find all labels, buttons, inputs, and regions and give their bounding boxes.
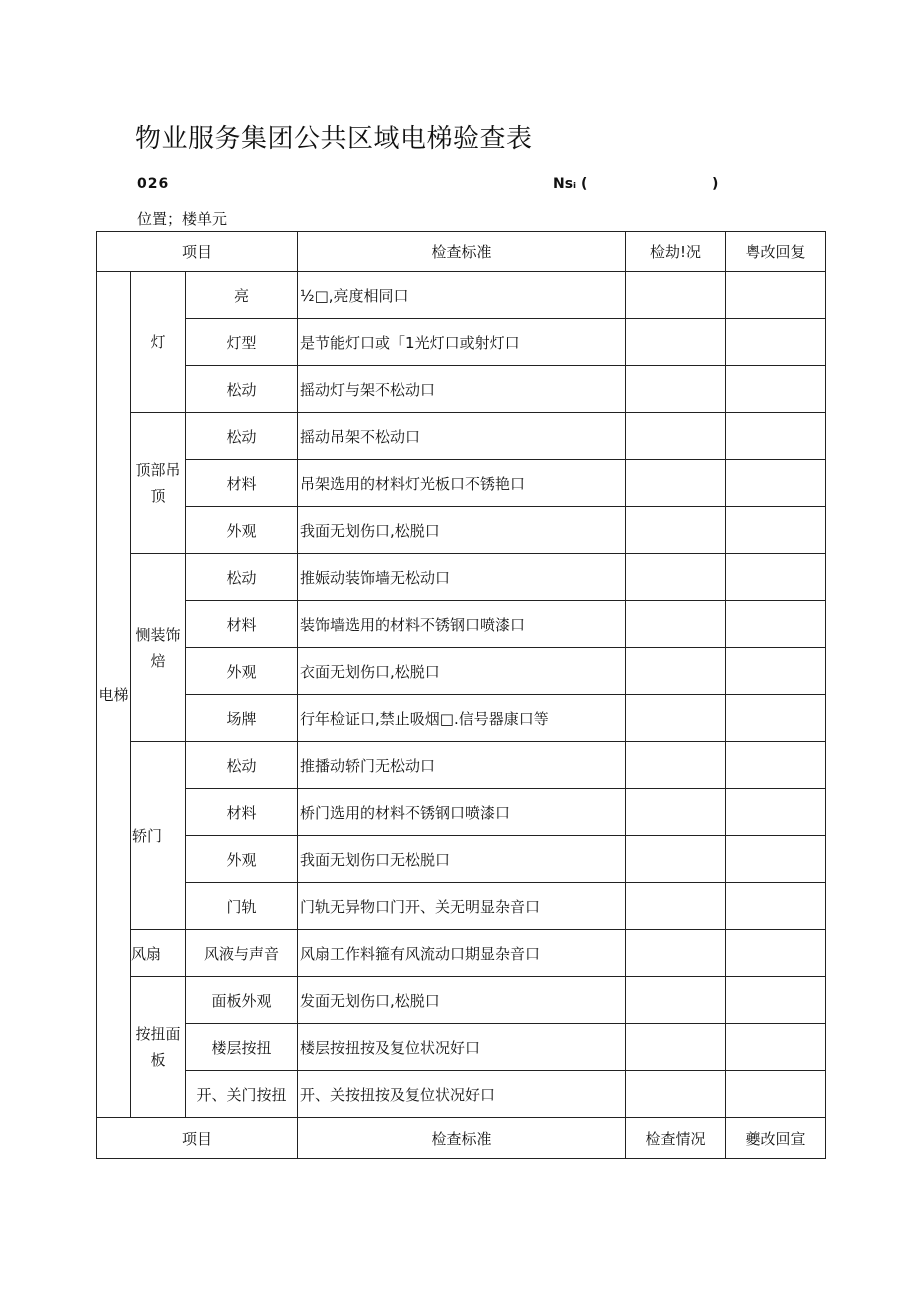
table-row bbox=[97, 648, 826, 695]
footer-standard: 检查标准 bbox=[298, 1118, 626, 1159]
item-cell: 风液与声音 bbox=[186, 930, 298, 977]
table-row bbox=[97, 601, 826, 648]
table-row bbox=[97, 507, 826, 554]
standard-cell: 开、关按扭按及复位状况好口 bbox=[298, 1071, 626, 1118]
footer-status: 检查情况 bbox=[626, 1118, 726, 1159]
item-cell: 外观 bbox=[186, 648, 298, 695]
feedback-input-cell[interactable] bbox=[726, 272, 826, 319]
table-row bbox=[97, 695, 826, 742]
header-item: 项目 bbox=[97, 232, 298, 272]
standard-cell: 摇动灯与架不松动口 bbox=[298, 366, 626, 413]
status-input-cell[interactable] bbox=[626, 1024, 726, 1071]
form-code: 026 bbox=[137, 176, 170, 192]
footer-row bbox=[97, 1118, 826, 1159]
feedback-input-cell[interactable] bbox=[726, 648, 826, 695]
status-input-cell[interactable] bbox=[626, 507, 726, 554]
table-row bbox=[97, 366, 826, 413]
table-row bbox=[97, 789, 826, 836]
table-row bbox=[97, 742, 826, 789]
item-cell: 楼层按扭 bbox=[186, 1024, 298, 1071]
table-row bbox=[97, 883, 826, 930]
status-input-cell[interactable] bbox=[626, 272, 726, 319]
feedback-input-cell[interactable] bbox=[726, 930, 826, 977]
status-input-cell[interactable] bbox=[626, 836, 726, 883]
standard-cell: 楼层按扭按及复位状况好口 bbox=[298, 1024, 626, 1071]
table-row bbox=[97, 1024, 826, 1071]
table-row bbox=[97, 319, 826, 366]
standard-cell: 装饰墙选用的材料不锈钢口喷漆口 bbox=[298, 601, 626, 648]
item-cell: 门轨 bbox=[186, 883, 298, 930]
item-cell: 外观 bbox=[186, 507, 298, 554]
standard-cell: ½□,亮度相同口 bbox=[298, 272, 626, 319]
standard-cell: 我面无划伤口无松脱口 bbox=[298, 836, 626, 883]
item-cell: 开、关门按扭 bbox=[186, 1071, 298, 1118]
group-cell: 按扭面板 bbox=[131, 977, 186, 1118]
form-number-close: ) bbox=[712, 176, 719, 192]
standard-cell: 我面无划伤口,松脱口 bbox=[298, 507, 626, 554]
item-cell: 灯型 bbox=[186, 319, 298, 366]
table-row bbox=[97, 460, 826, 507]
standard-cell: 桥门选用的材料不锈钢口喷漆口 bbox=[298, 789, 626, 836]
form-number-label: Nsᵢ ( bbox=[553, 176, 588, 192]
standard-cell: 门轨无异物口门开、关无明显杂音口 bbox=[298, 883, 626, 930]
header-feedback: 粤改回复 bbox=[726, 232, 826, 272]
header-status: 检劫!况 bbox=[626, 232, 726, 272]
feedback-input-cell[interactable] bbox=[726, 1071, 826, 1118]
footer-feedback: 夔改回宣 bbox=[726, 1118, 826, 1159]
status-input-cell[interactable] bbox=[626, 319, 726, 366]
feedback-input-cell[interactable] bbox=[726, 366, 826, 413]
standard-cell: 推娠动装饰墙无松动口 bbox=[298, 554, 626, 601]
feedback-input-cell[interactable] bbox=[726, 413, 826, 460]
table-row bbox=[97, 836, 826, 883]
status-input-cell[interactable] bbox=[626, 883, 726, 930]
inspection-table bbox=[96, 231, 826, 1159]
item-cell: 材料 bbox=[186, 460, 298, 507]
table-row bbox=[97, 930, 826, 977]
status-input-cell[interactable] bbox=[626, 648, 726, 695]
status-input-cell[interactable] bbox=[626, 695, 726, 742]
feedback-input-cell[interactable] bbox=[726, 695, 826, 742]
group-cell: 风扇 bbox=[131, 930, 186, 977]
item-cell: 松动 bbox=[186, 742, 298, 789]
feedback-input-cell[interactable] bbox=[726, 507, 826, 554]
item-cell: 材料 bbox=[186, 601, 298, 648]
group-cell: 顶部吊顶 bbox=[131, 413, 186, 554]
standard-cell: 吊架选用的材料灯光板口不锈艳口 bbox=[298, 460, 626, 507]
location-label: 位置；楼单元 bbox=[137, 210, 228, 228]
feedback-input-cell[interactable] bbox=[726, 977, 826, 1024]
status-input-cell[interactable] bbox=[626, 1071, 726, 1118]
status-input-cell[interactable] bbox=[626, 460, 726, 507]
group-cell: 轿门 bbox=[131, 742, 186, 930]
item-cell: 外观 bbox=[186, 836, 298, 883]
item-cell: 材料 bbox=[186, 789, 298, 836]
standard-cell: 推播动轿门无松动口 bbox=[298, 742, 626, 789]
standard-cell: 衣面无划伤口,松脱口 bbox=[298, 648, 626, 695]
table-row bbox=[97, 554, 826, 601]
status-input-cell[interactable] bbox=[626, 742, 726, 789]
standard-cell: 风扇工作料箍有风流动口期显杂音口 bbox=[298, 930, 626, 977]
feedback-input-cell[interactable] bbox=[726, 836, 826, 883]
feedback-input-cell[interactable] bbox=[726, 789, 826, 836]
standard-cell: 摇动吊架不松动口 bbox=[298, 413, 626, 460]
page-title: 物业服务集团公共区域电梯验查表 bbox=[135, 124, 533, 154]
status-input-cell[interactable] bbox=[626, 554, 726, 601]
feedback-input-cell[interactable] bbox=[726, 1024, 826, 1071]
table-row bbox=[97, 1071, 826, 1118]
feedback-input-cell[interactable] bbox=[726, 742, 826, 789]
footer-item: 项目 bbox=[97, 1118, 298, 1159]
status-input-cell[interactable] bbox=[626, 601, 726, 648]
feedback-input-cell[interactable] bbox=[726, 319, 826, 366]
header-standard: 检查标准 bbox=[298, 232, 626, 272]
header-row bbox=[97, 232, 826, 272]
group-cell: 恻装饰焙 bbox=[131, 554, 186, 742]
status-input-cell[interactable] bbox=[626, 413, 726, 460]
standard-cell: 行年检证口,禁止吸烟□.信号器康口等 bbox=[298, 695, 626, 742]
standard-cell: 发面无划伤口,松脱口 bbox=[298, 977, 626, 1024]
group-cell: 灯 bbox=[131, 272, 186, 413]
feedback-input-cell[interactable] bbox=[726, 460, 826, 507]
item-cell: 松动 bbox=[186, 554, 298, 601]
standard-cell: 是节能灯口或「1光灯口或射灯口 bbox=[298, 319, 626, 366]
status-input-cell[interactable] bbox=[626, 977, 726, 1024]
feedback-input-cell[interactable] bbox=[726, 601, 826, 648]
item-cell: 松动 bbox=[186, 413, 298, 460]
status-input-cell[interactable] bbox=[626, 366, 726, 413]
status-input-cell[interactable] bbox=[626, 930, 726, 977]
table-row bbox=[97, 272, 826, 319]
table-row bbox=[97, 977, 826, 1024]
category-cell: 电梯 bbox=[97, 272, 131, 1118]
item-cell: 松动 bbox=[186, 366, 298, 413]
status-input-cell[interactable] bbox=[626, 789, 726, 836]
item-cell: 面板外观 bbox=[186, 977, 298, 1024]
table-row bbox=[97, 413, 826, 460]
feedback-input-cell[interactable] bbox=[726, 554, 826, 601]
item-cell: 亮 bbox=[186, 272, 298, 319]
feedback-input-cell[interactable] bbox=[726, 883, 826, 930]
item-cell: 场牌 bbox=[186, 695, 298, 742]
